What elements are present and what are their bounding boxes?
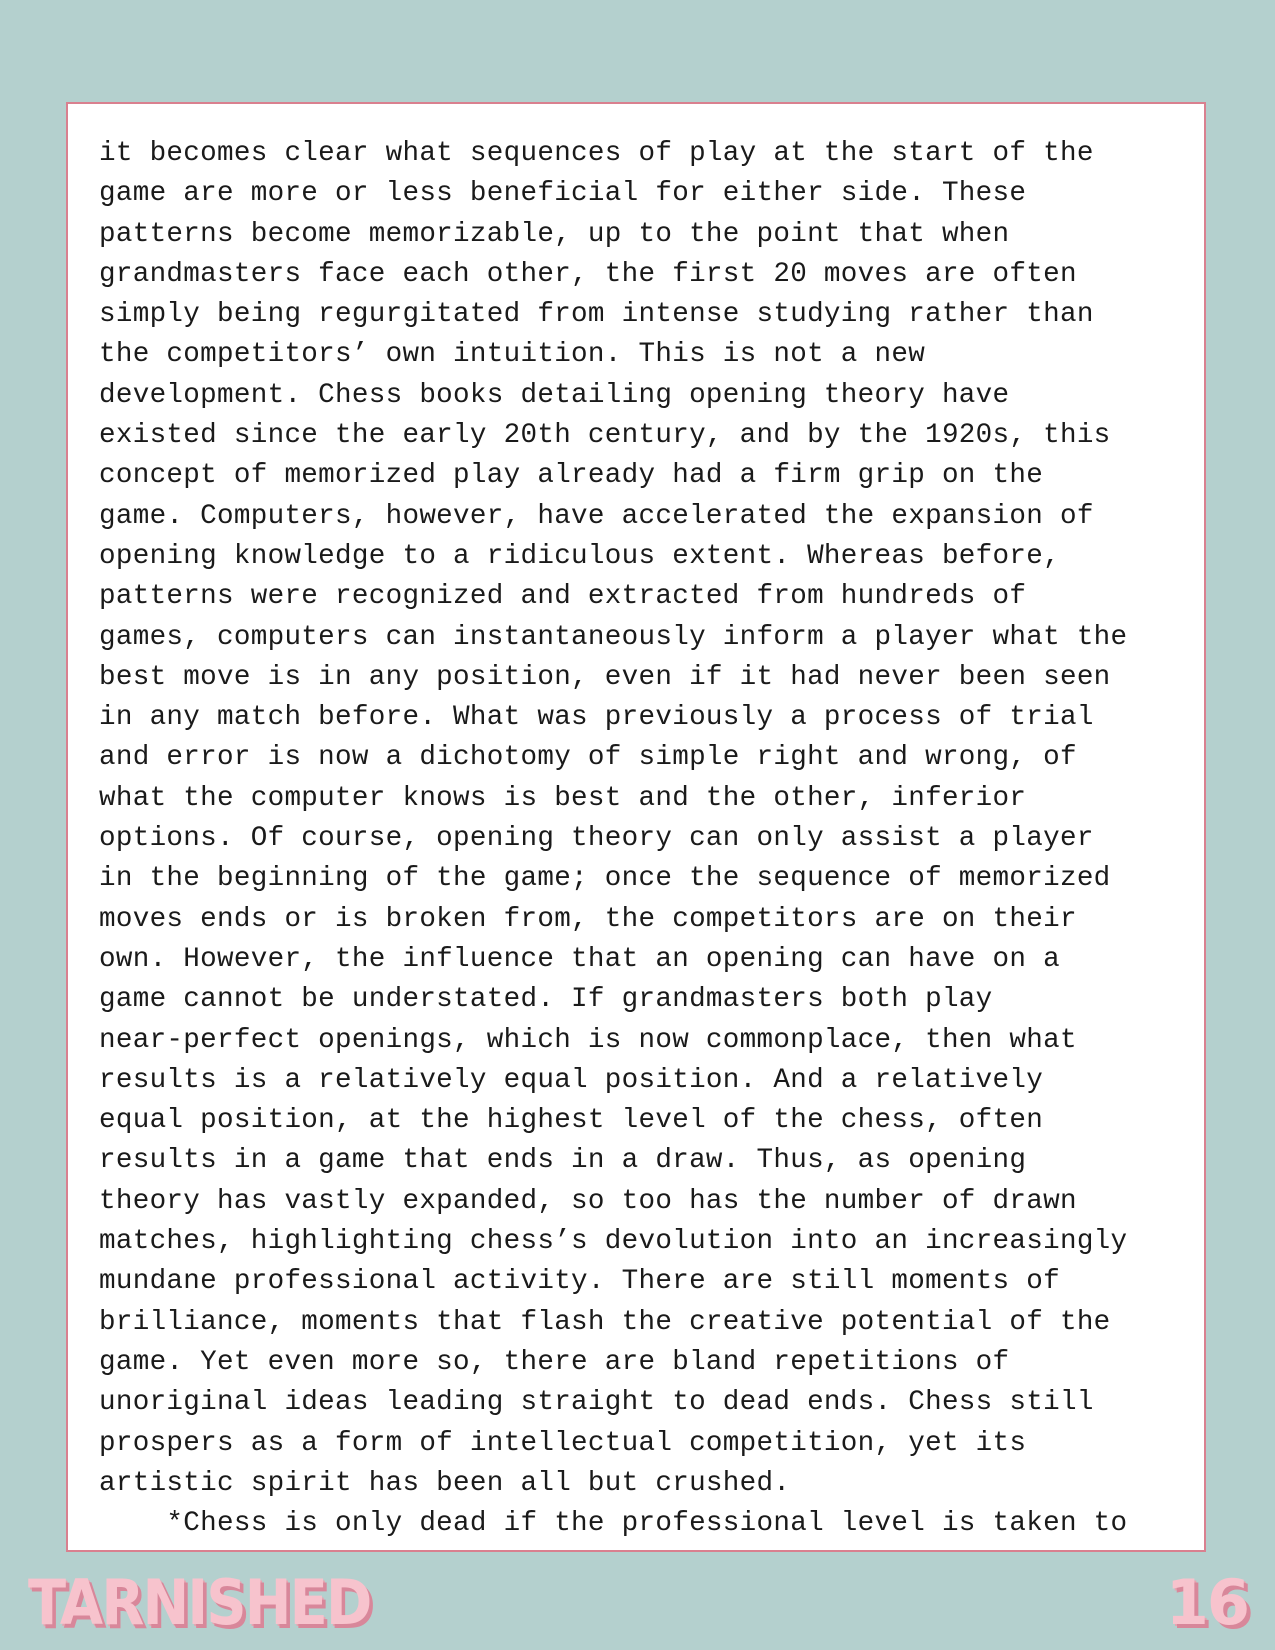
article-line: simply being regurgitated from intense studying rather than bbox=[99, 299, 1094, 331]
article-line: near-perfect openings, which is now commonplace, then what bbox=[99, 1024, 1077, 1056]
article-line: and error is now a dichotomy of simple right and wrong, of bbox=[99, 742, 1077, 774]
article-line: prospers as a form of intellectual competition, yet its bbox=[99, 1427, 1027, 1459]
article-line: in any match before. What was previously a process of trial bbox=[99, 702, 1094, 734]
article-line: artistic spirit has been all but crushed. bbox=[99, 1467, 791, 1499]
article-line: moves ends or is broken from, the competitors are on their bbox=[99, 903, 1077, 935]
article-line: patterns become memorizable, up to the point that when bbox=[99, 218, 1010, 250]
article-line: patterns were recognized and extracted from hundreds of bbox=[99, 581, 1027, 613]
article-line: game cannot be understated. If grandmasters both play bbox=[99, 984, 993, 1016]
article-line: game. Yet even more so, there are bland repetitions of bbox=[99, 1346, 1010, 1378]
article-line: games, computers can instantaneously inform a player what the bbox=[99, 621, 1128, 653]
article-body bbox=[99, 134, 1204, 1544]
article-line: unoriginal ideas leading straight to dead ends. Chess still bbox=[99, 1387, 1094, 1419]
page-number: 16 bbox=[1165, 1566, 1248, 1639]
article-line: own. However, the influence that an opening can have on a bbox=[99, 943, 1060, 975]
article-line: options. Of course, opening theory can only assist a player bbox=[99, 823, 1094, 855]
article-line: matches, highlighting chess’s devolution into an increasingly bbox=[99, 1226, 1128, 1258]
article-line: development. Chess books detailing opening theory have bbox=[99, 379, 1010, 411]
article-panel bbox=[66, 102, 1206, 1552]
article-line: opening knowledge to a ridiculous extent. Whereas before, bbox=[99, 540, 1060, 572]
article-line: equal position, at the highest level of the chess, often bbox=[99, 1105, 1044, 1137]
article-line: results in a game that ends in a draw. Thus, as opening bbox=[99, 1145, 1027, 1177]
article-line: theory has vastly expanded, so too has the number of drawn bbox=[99, 1185, 1077, 1217]
article-line: brilliance, moments that flash the creative potential of the bbox=[99, 1306, 1111, 1338]
article-line: best move is in any position, even if it had never been seen bbox=[99, 661, 1111, 693]
article-line: *Chess is only dead if the professional level is taken to bbox=[99, 1508, 1128, 1540]
article-line: game are more or less beneficial for either side. These bbox=[99, 178, 1027, 210]
article-line: existed since the early 20th century, and by the 1920s, this bbox=[99, 420, 1111, 452]
article-line: mundane professional activity. There are still moments of bbox=[99, 1266, 1060, 1298]
magazine-logo: TARNISHED bbox=[28, 1566, 371, 1639]
article-line: results is a relatively equal position. And a relatively bbox=[99, 1064, 1044, 1096]
article-line: the competitors’ own intuition. This is not a new bbox=[99, 339, 926, 371]
article-line: what the computer knows is best and the other, inferior bbox=[99, 782, 1027, 814]
article-line: in the beginning of the game; once the sequence of memorized bbox=[99, 863, 1111, 895]
article-line: game. Computers, however, have accelerated the expansion of bbox=[99, 500, 1094, 532]
article-line: it becomes clear what sequences of play at the start of the bbox=[99, 138, 1094, 169]
article-line: concept of memorized play already had a firm grip on the bbox=[99, 460, 1044, 492]
article-line: grandmasters face each other, the first 20 moves are often bbox=[99, 258, 1077, 290]
